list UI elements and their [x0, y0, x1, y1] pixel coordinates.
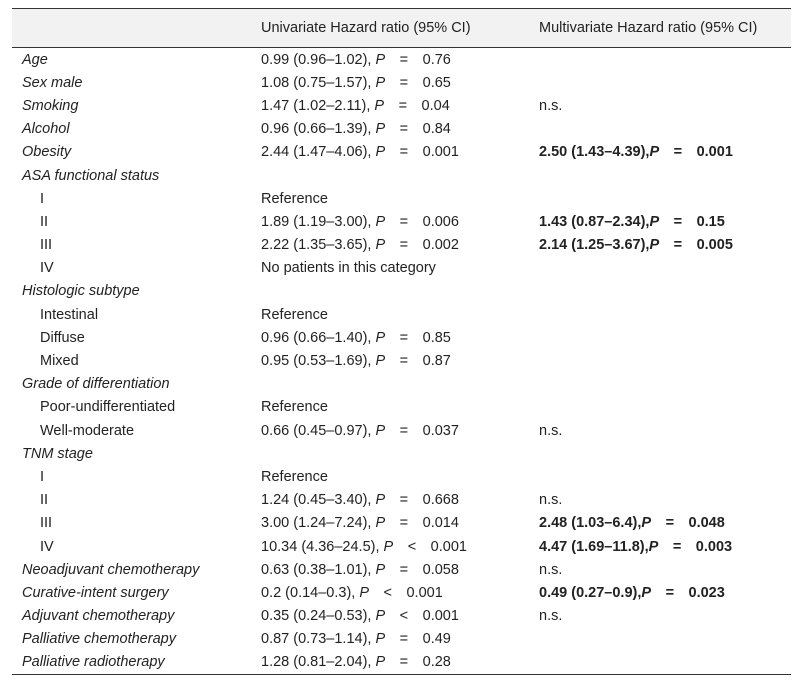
multivariate-value: 1.43 (0.87–2.34),P = 0.15	[539, 213, 725, 230]
table-row	[12, 257, 791, 280]
univariate-value: 0.63 (0.38–1.01), P = 0.058	[261, 561, 459, 578]
univariate-value	[251, 164, 529, 187]
row-label: Intestinal	[40, 306, 99, 323]
row-label: III	[40, 237, 53, 254]
table-row	[12, 396, 791, 419]
header-row	[12, 9, 791, 48]
multivariate-value	[529, 326, 791, 349]
table-row	[12, 187, 791, 210]
univariate-value: 1.28 (0.81–2.04), P = 0.28	[251, 651, 529, 675]
univariate-value: Reference	[261, 190, 328, 207]
row-label: Smoking	[22, 97, 79, 114]
row-label: Age	[22, 51, 48, 68]
univariate-value: Reference	[261, 399, 328, 416]
univariate-value: 0.96 (0.66–1.39), P = 0.84	[261, 121, 451, 138]
table-row	[12, 581, 791, 604]
univariate-value: Reference	[261, 306, 328, 323]
multivariate-value	[529, 164, 791, 187]
multivariate-value	[529, 118, 791, 141]
univariate-value: 0.87 (0.73–1.14), P = 0.49	[261, 631, 451, 648]
hazard-ratio-table	[12, 8, 791, 675]
header-multivariate: Multivariate Hazard ratio (95% CI)	[529, 9, 791, 48]
table-header	[12, 9, 791, 48]
table-row	[12, 118, 791, 141]
table-row	[12, 71, 791, 94]
univariate-value: 1.89 (1.19–3.00), P = 0.006	[261, 213, 459, 230]
univariate-value: Reference	[261, 468, 328, 485]
multivariate-value: 0.49 (0.27–0.9),P = 0.023	[539, 584, 725, 601]
table-row	[12, 94, 791, 117]
row-label: IV	[40, 538, 54, 555]
univariate-value: 0.95 (0.53–1.69), P = 0.87	[261, 353, 451, 370]
row-label: Histologic subtype	[22, 283, 140, 300]
univariate-value: 2.22 (1.35–3.65), P = 0.002	[261, 237, 459, 254]
row-label: II	[40, 213, 49, 230]
univariate-value: 0.99 (0.96–1.02), P = 0.76	[261, 51, 451, 68]
multivariate-value	[529, 48, 791, 72]
table-row	[12, 210, 791, 233]
row-label: I	[40, 468, 45, 485]
multivariate-value: 2.50 (1.43–4.39),P = 0.001	[539, 144, 733, 161]
univariate-value: 3.00 (1.24–7.24), P = 0.014	[261, 515, 459, 532]
multivariate-value: n.s.	[539, 561, 563, 578]
row-label: II	[40, 492, 49, 509]
row-label: TNM stage	[22, 445, 93, 462]
univariate-value: 0.2 (0.14–0.3), P < 0.001	[261, 584, 443, 601]
row-label: Adjuvant chemotherapy	[22, 608, 175, 625]
table-row	[12, 303, 791, 326]
table-row	[12, 326, 791, 349]
table-row	[12, 164, 791, 187]
table-row	[12, 48, 791, 72]
table-row	[12, 605, 791, 628]
row-label: Obesity	[22, 144, 72, 161]
multivariate-value	[529, 628, 791, 651]
table-row	[12, 141, 791, 164]
row-label: Palliative radiotherapy	[12, 651, 251, 675]
table-body	[12, 48, 791, 675]
univariate-value: 1.47 (1.02–2.11), P = 0.04	[261, 97, 450, 114]
univariate-value: 1.24 (0.45–3.40), P = 0.668	[261, 492, 459, 509]
univariate-value	[251, 373, 529, 396]
univariate-value	[251, 280, 529, 303]
univariate-value: No patients in this category	[261, 260, 436, 277]
univariate-value	[251, 442, 529, 465]
multivariate-value: 4.47 (1.69–11.8),P = 0.003	[539, 538, 733, 555]
multivariate-value	[529, 280, 791, 303]
row-label: Diffuse	[40, 329, 85, 346]
hazard-ratio-table-container	[12, 8, 791, 675]
univariate-value: 0.66 (0.45–0.97), P = 0.037	[261, 422, 459, 439]
table-row	[12, 419, 791, 442]
multivariate-value: 2.14 (1.25–3.67),P = 0.005	[539, 237, 733, 254]
multivariate-value	[529, 373, 791, 396]
table-row	[12, 465, 791, 488]
univariate-value: 0.35 (0.24–0.53), P < 0.001	[261, 608, 459, 625]
row-label: Mixed	[40, 353, 79, 370]
row-label: Poor-undifferentiated	[40, 399, 176, 416]
multivariate-value	[529, 257, 791, 280]
univariate-value: 1.08 (0.75–1.57), P = 0.65	[261, 74, 451, 91]
multivariate-value	[529, 303, 791, 326]
univariate-value: 10.34 (4.36–24.5), P < 0.001	[261, 538, 467, 555]
table-row	[12, 535, 791, 558]
table-row	[12, 512, 791, 535]
multivariate-value	[529, 71, 791, 94]
row-label: Well-moderate	[40, 422, 135, 439]
table-row	[12, 280, 791, 303]
multivariate-value: n.s.	[539, 492, 563, 509]
table-row	[12, 489, 791, 512]
multivariate-value	[529, 396, 791, 419]
table-row	[12, 349, 791, 372]
table-row	[12, 234, 791, 257]
univariate-value: 2.44 (1.47–4.06), P = 0.001	[261, 144, 459, 161]
multivariate-value	[529, 187, 791, 210]
header-variable	[12, 9, 251, 48]
row-label: Grade of differentiation	[22, 376, 170, 393]
row-label: ASA functional status	[22, 167, 160, 184]
table-row	[12, 558, 791, 581]
row-label: Sex male	[22, 74, 83, 91]
row-label: IV	[40, 260, 54, 277]
header-univariate: Univariate Hazard ratio (95% CI)	[251, 9, 529, 48]
table-row	[12, 442, 791, 465]
row-label: Palliative chemotherapy	[22, 631, 176, 648]
row-label: III	[40, 515, 53, 532]
multivariate-value	[529, 651, 791, 675]
multivariate-value	[529, 442, 791, 465]
row-label: Curative-intent surgery	[22, 584, 169, 601]
row-label: Neoadjuvant chemotherapy	[22, 561, 200, 578]
table-row	[12, 651, 791, 675]
row-label: Alcohol	[22, 121, 70, 138]
univariate-value: 0.96 (0.66–1.40), P = 0.85	[261, 329, 451, 346]
multivariate-value	[529, 465, 791, 488]
multivariate-value	[529, 349, 791, 372]
multivariate-value: n.s.	[539, 422, 563, 439]
multivariate-value: n.s.	[539, 97, 563, 114]
multivariate-value: 2.48 (1.03–6.4),P = 0.048	[539, 515, 725, 532]
table-row	[12, 373, 791, 396]
row-label: I	[40, 190, 45, 207]
table-row	[12, 628, 791, 651]
multivariate-value: n.s.	[539, 608, 563, 625]
